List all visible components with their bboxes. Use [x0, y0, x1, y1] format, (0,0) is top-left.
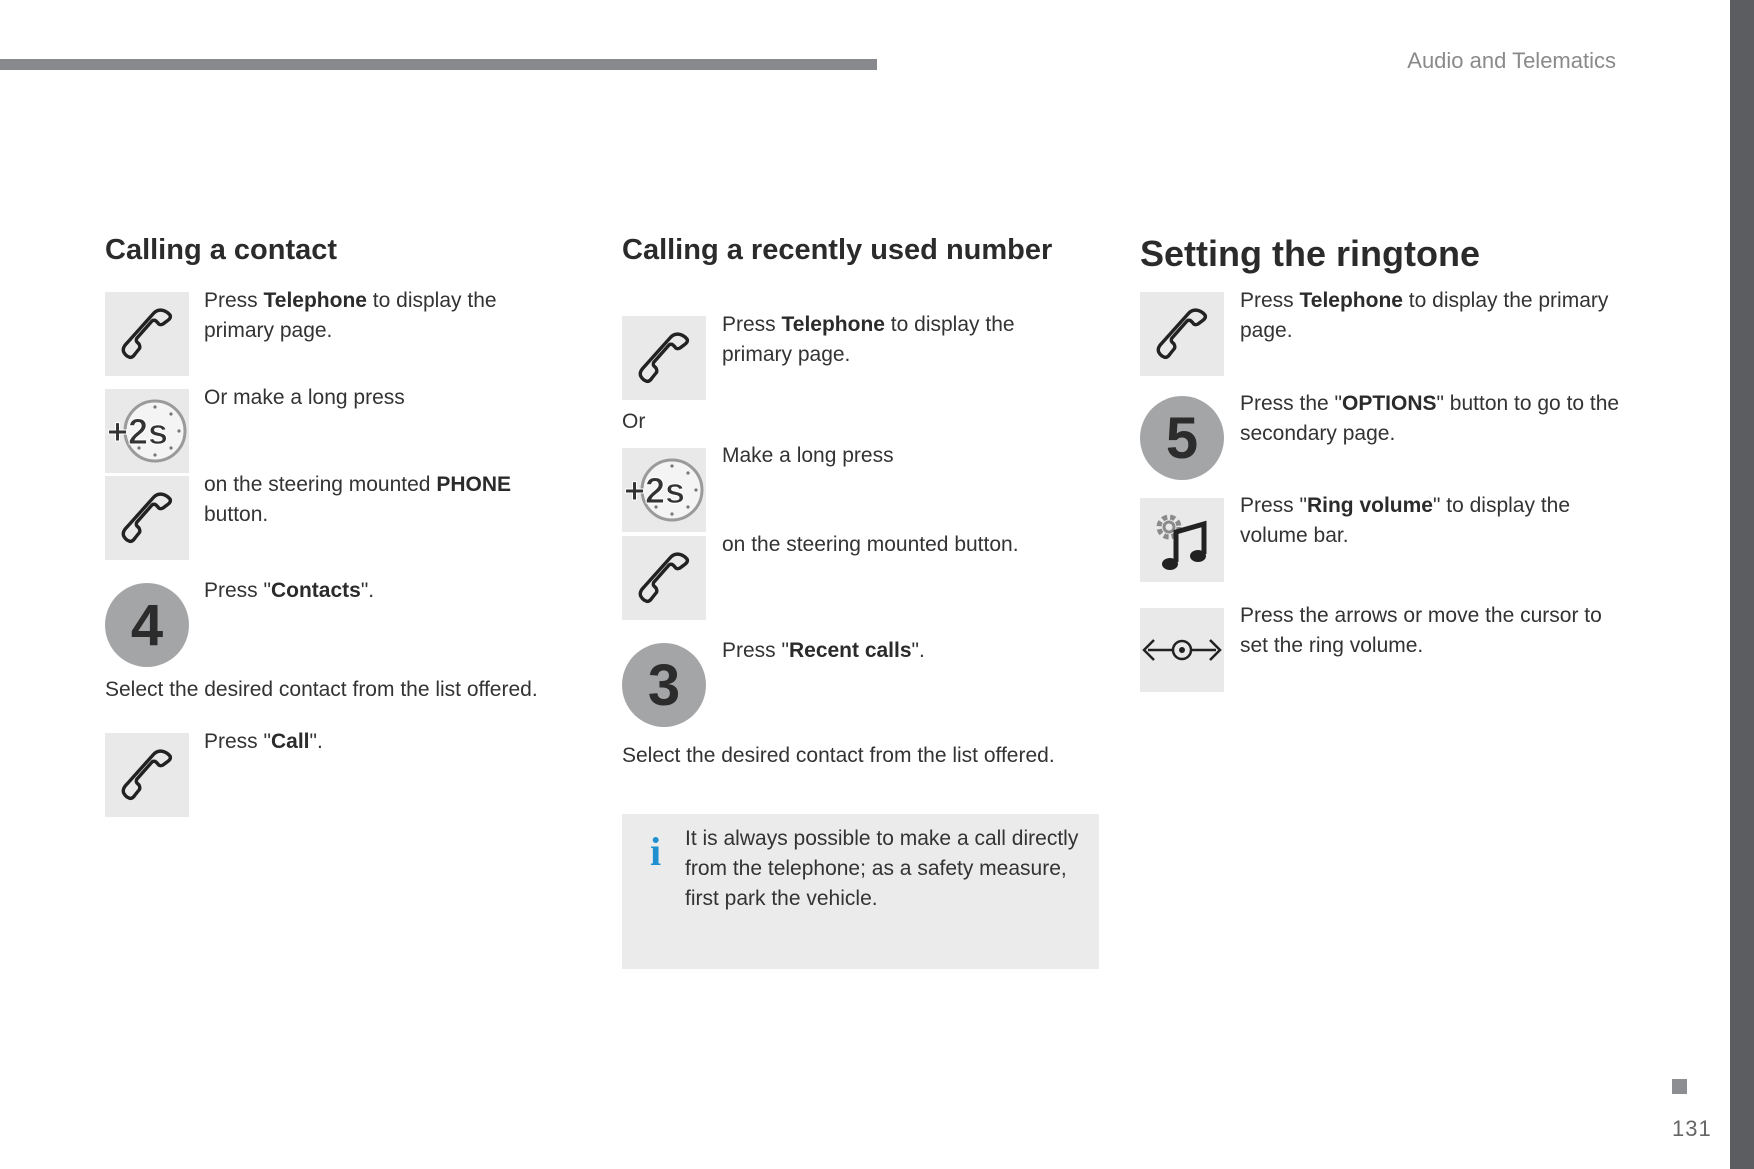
col1-step4-text: Press "Contacts".: [204, 579, 375, 602]
col2-select-text: Select the desired contact from the list offered.: [622, 744, 1055, 767]
info-text: It is always possible to make a call directly from the telephone; as a safety measure, first park the vehicle.: [685, 827, 1079, 910]
col1-step3-text: on the steering mounted PHONE button.: [204, 473, 512, 526]
ring-settings-icon: [1140, 498, 1224, 582]
col2-step3-text: on the steering mounted button.: [722, 533, 1019, 556]
col1-step2-text: Or make a long press: [204, 386, 405, 409]
col3-step1-text: Press Telephone to display the primary page.: [1240, 289, 1609, 342]
long-press-2s-icon: [105, 389, 189, 473]
telephone-icon: [622, 316, 706, 400]
col3-step4-text: Press the arrows or move the cursor to set the ring volume.: [1240, 604, 1602, 657]
info-box: [622, 814, 1099, 969]
setting-ringtone-title: Setting the ringtone: [1140, 233, 1480, 274]
calling-contact-title: Calling a contact: [105, 234, 338, 266]
col3-step2-text: Press the "OPTIONS" button to go to the secondary page.: [1240, 392, 1620, 445]
step-3-badge: 3: [622, 643, 706, 727]
col2-step1-text: Press Telephone to display the primary page.: [722, 313, 1015, 366]
phone-button-icon: [622, 536, 706, 620]
page-marker: [1672, 1079, 1687, 1094]
col1-select-text: Select the desired contact from the list offered.: [105, 678, 538, 701]
phone-button-icon: [105, 476, 189, 560]
side-band: [1730, 0, 1754, 1169]
col3-step3-text: Press "Ring volume" to display the volume bar.: [1240, 494, 1571, 547]
step-5-badge: 5: [1140, 396, 1224, 480]
col2-or-text: Or: [622, 410, 646, 433]
col2-step2-text: Make a long press: [722, 444, 894, 467]
header-bar: [0, 59, 877, 70]
long-press-2s-icon: [622, 448, 706, 532]
volume-slider-icon: [1140, 608, 1224, 692]
col1-step1-text: Press Telephone to display the primary page.: [204, 289, 497, 342]
telephone-icon: [105, 292, 189, 376]
info-icon: i: [650, 829, 662, 874]
col1-step5-text: Press "Call".: [204, 730, 323, 753]
telephone-icon: [1140, 292, 1224, 376]
col2-step4-text: Press "Recent calls".: [722, 639, 925, 662]
page-number: 131: [1672, 1116, 1712, 1141]
step-4-badge: 4: [105, 583, 189, 667]
call-icon: [105, 733, 189, 817]
svg-text:+2s: +2s: [624, 470, 686, 511]
calling-recent-title: Calling a recently used number: [622, 234, 1053, 266]
svg-text:+2s: +2s: [107, 411, 169, 452]
section-title: Audio and Telematics: [1407, 48, 1616, 73]
